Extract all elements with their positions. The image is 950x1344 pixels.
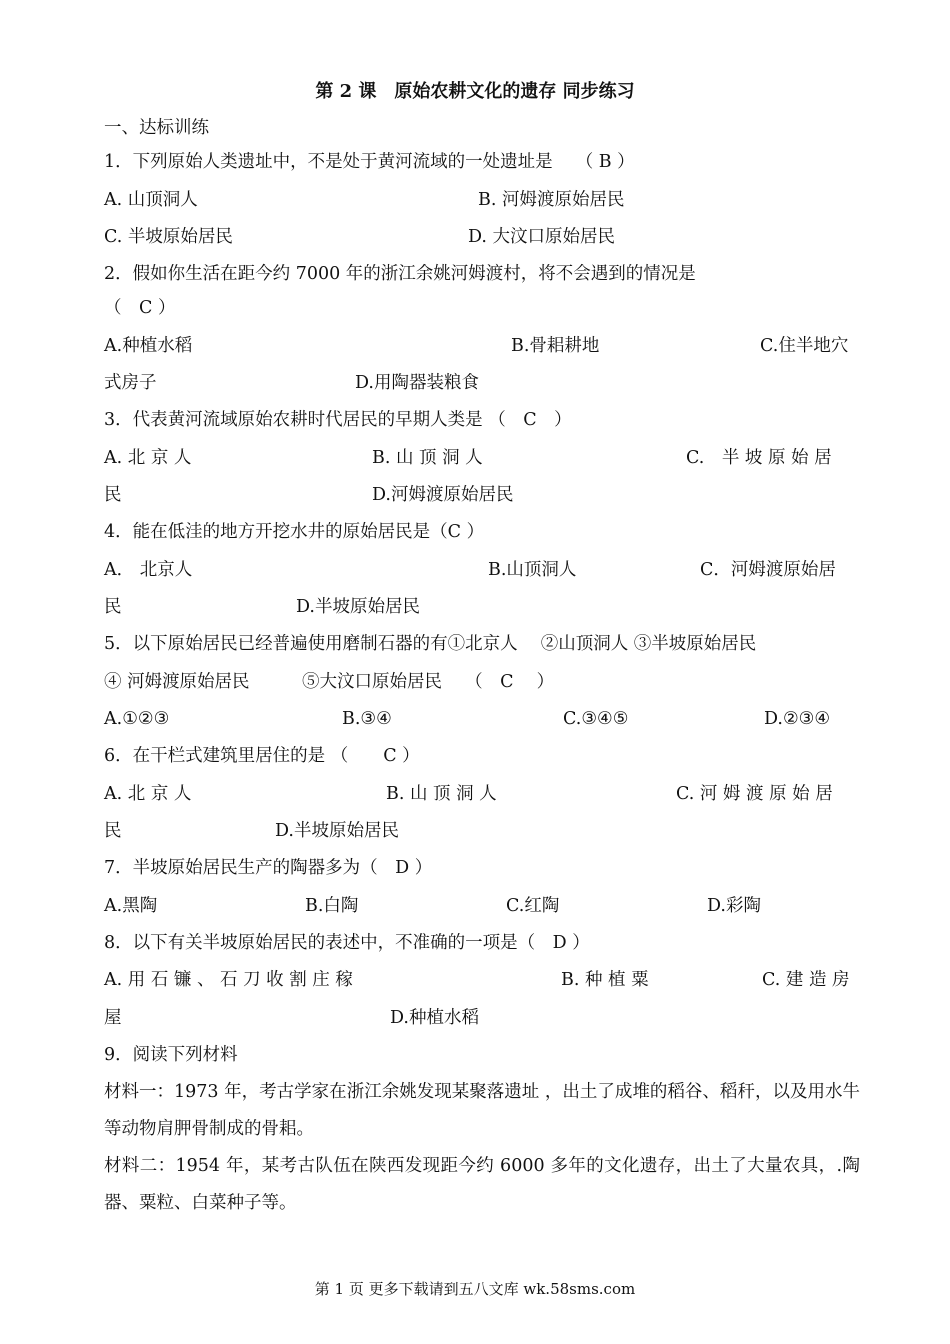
question-8-option-c: C. 建 造 房 bbox=[762, 970, 850, 990]
question-4-option-b: B.山顶洞人 bbox=[488, 560, 577, 580]
question-8-option-c-cont: 屋 bbox=[104, 1008, 122, 1028]
question-9-stem: 9．阅读下列材料 bbox=[104, 1045, 238, 1065]
question-1-option-a: A. 山顶洞人 bbox=[104, 190, 198, 210]
question-3-option-a: A. 北 京 人 bbox=[104, 448, 192, 468]
question-4-option-c: C．河姆渡原始居 bbox=[700, 560, 836, 580]
question-7-option-a: A.黑陶 bbox=[104, 896, 158, 916]
page-title: 第 2 课 原始农耕文化的遗存 同步练习 bbox=[315, 81, 635, 102]
question-5-option-b: B.③④ bbox=[342, 709, 392, 729]
question-2-option-c-cont: 式房子 bbox=[104, 373, 157, 393]
question-5-option-a: A.①②③ bbox=[104, 709, 170, 729]
section-heading: 一、达标训练 bbox=[104, 118, 209, 138]
question-6-option-a: A. 北 京 人 bbox=[104, 784, 192, 804]
question-8-option-b: B. 种 植 粟 bbox=[561, 970, 649, 990]
question-5-option-c: C.③④⑤ bbox=[563, 709, 629, 729]
question-4-option-c-cont: 民 bbox=[104, 597, 122, 617]
question-5-option-d: D.②③④ bbox=[764, 709, 831, 729]
question-7-stem: 7．半坡原始居民生产的陶器多为（ D ） bbox=[104, 858, 433, 878]
question-2-option-b: B.骨耜耕地 bbox=[511, 336, 600, 356]
question-8-option-d: D.种植水稻 bbox=[390, 1008, 479, 1028]
question-1-option-c: C. 半坡原始居民 bbox=[104, 227, 233, 247]
question-6-option-d: D.半坡原始居民 bbox=[275, 821, 399, 841]
material-2: 材料二：1954 年，某考古队伍在陕西发现距今约 6000 多年的文化遗存，出土了大量农具，.陶器、粟粒、白菜种子等。 bbox=[104, 1156, 860, 1213]
question-3-option-c: C. 半 坡 原 始 居 bbox=[686, 448, 832, 468]
question-2-option-d: D.用陶器装粮食 bbox=[355, 373, 479, 393]
question-2-option-a: A.种植水稻 bbox=[104, 336, 193, 356]
question-4-stem: 4．能在低洼的地方开挖水井的原始居民是（C ） bbox=[104, 522, 485, 542]
question-4-option-d: D.半坡原始居民 bbox=[296, 597, 420, 617]
question-1-stem: 1．下列原始人类遗址中，不是处于黄河流域的一处遗址是 （ B ） bbox=[104, 152, 635, 172]
question-2-option-c: C.住半地穴 bbox=[760, 336, 849, 356]
question-6-option-c-cont: 民 bbox=[104, 821, 122, 841]
question-3-option-c-cont: 民 bbox=[104, 485, 122, 505]
question-1-option-d: D. 大汶口原始居民 bbox=[468, 227, 616, 247]
question-3-option-b: B. 山 顶 洞 人 bbox=[372, 448, 483, 468]
question-6-option-c: C. 河 姆 渡 原 始 居 bbox=[676, 784, 833, 804]
question-3-stem: 3．代表黄河流域原始农耕时代居民的早期人类是 （ C ） bbox=[104, 410, 572, 430]
question-7-option-c: C.红陶 bbox=[506, 896, 560, 916]
question-5-stem-cont: ④ 河姆渡原始居民 ⑤大汶口原始居民 （ C ） bbox=[104, 672, 555, 692]
question-7-option-d: D.彩陶 bbox=[707, 896, 761, 916]
question-1-option-b: B. 河姆渡原始居民 bbox=[478, 190, 625, 210]
material-1: 材料一：1973 年，考古学家在浙江余姚发现某聚落遗址 ，出土了成堆的稻谷、稻秆，以及用水牛等动物肩胛骨制成的骨耜。 bbox=[104, 1082, 860, 1139]
question-2-stem: 2．假如你生活在距今约 7000 年的浙江余姚河姆渡村，将不会遇到的情况是 bbox=[104, 264, 696, 284]
question-4-option-a: A． 北京人 bbox=[104, 560, 193, 580]
question-8-stem: 8．以下有关半坡原始居民的表述中，不准确的一项是（ D ） bbox=[104, 933, 590, 953]
question-7-option-b: B.白陶 bbox=[305, 896, 359, 916]
question-2-answer: （ C ） bbox=[104, 298, 176, 318]
question-8-option-a: A. 用 石 镰 、 石 刀 收 割 庄 稼 bbox=[104, 970, 353, 990]
question-5-stem: 5．以下原始居民已经普遍使用磨制石器的有①北京人 ②山顶洞人 ③半坡原始居民 bbox=[104, 634, 757, 654]
question-6-option-b: B. 山 顶 洞 人 bbox=[386, 784, 497, 804]
question-3-option-d: D.河姆渡原始居民 bbox=[372, 485, 514, 505]
page-footer: 第 1 页 更多下载请到五八文库 wk.58sms.com bbox=[314, 1280, 636, 1298]
question-6-stem: 6．在干栏式建筑里居住的是 （ C ） bbox=[104, 746, 420, 766]
